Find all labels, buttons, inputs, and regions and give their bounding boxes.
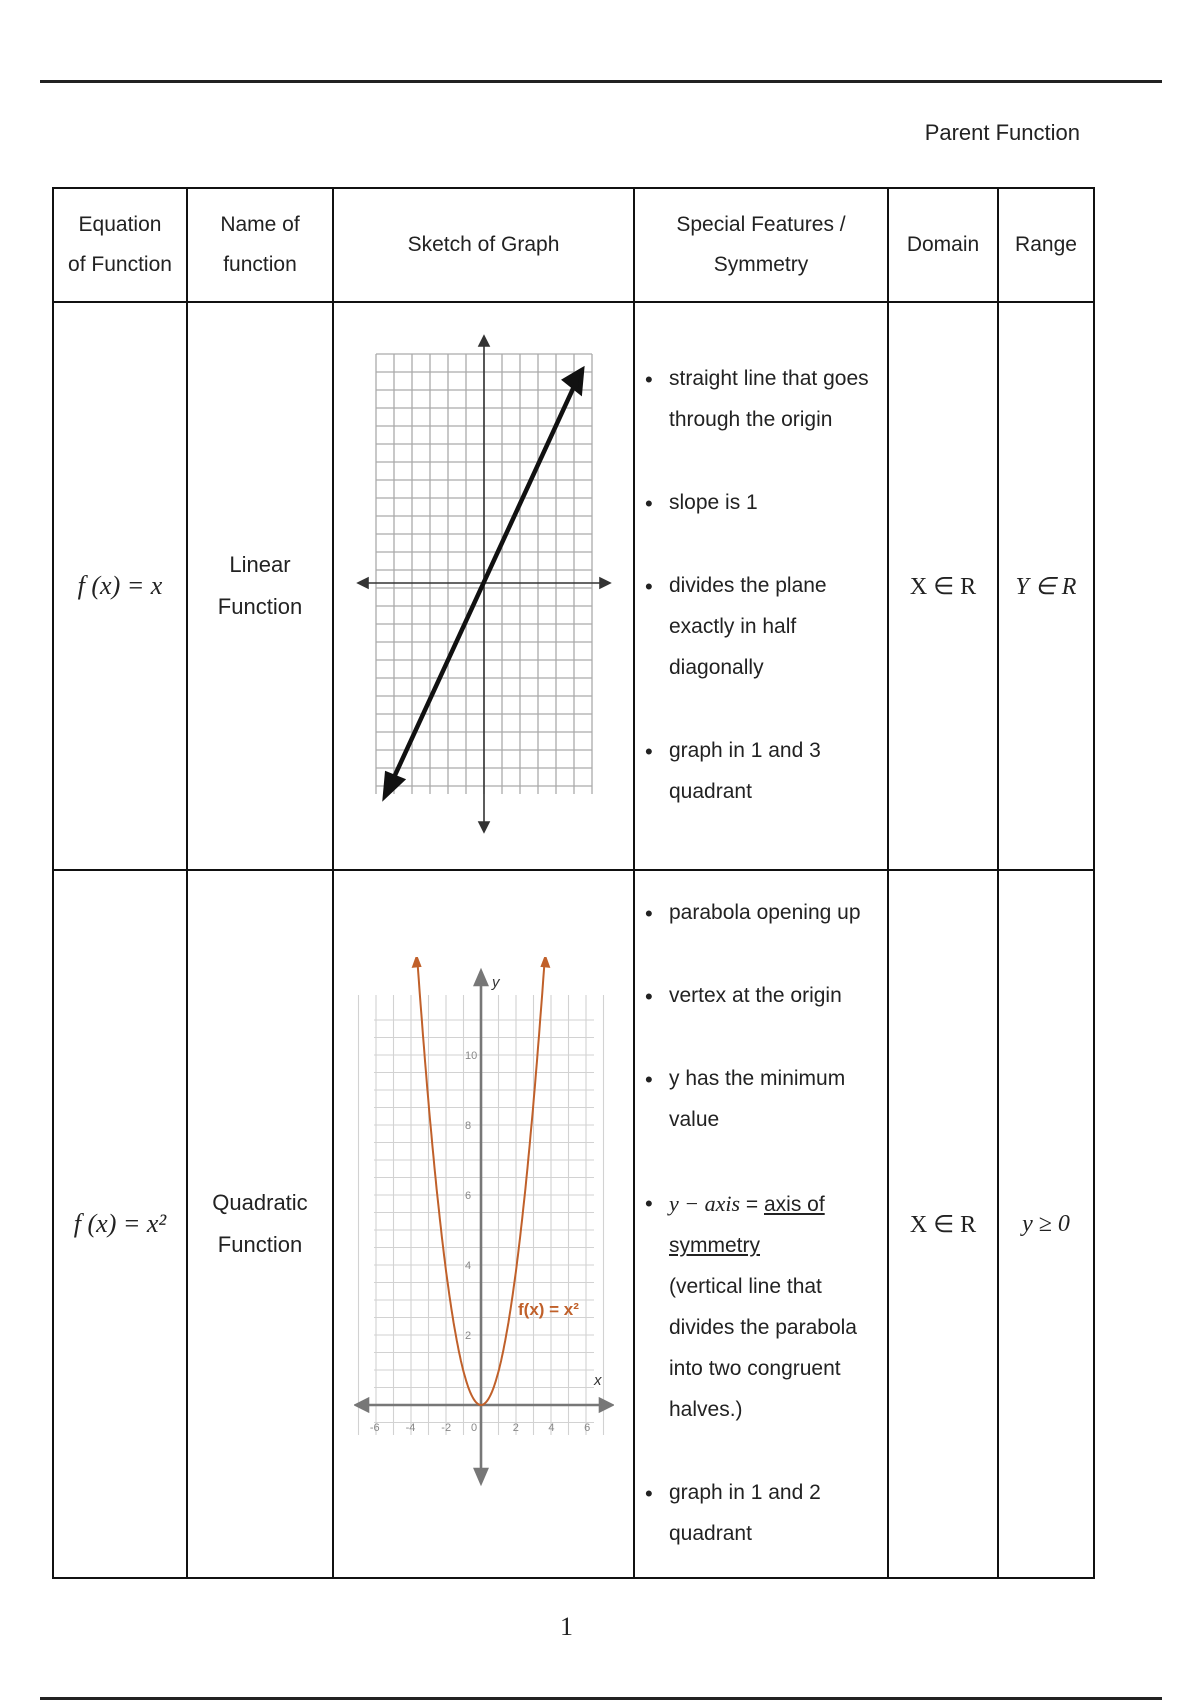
table-row-linear [53,302,1094,870]
x-axis-arrow-left [356,1399,368,1411]
page-heading: Parent Function [924,120,1080,145]
curve-arrow-right [540,957,550,968]
table-row-quadratic [53,870,1094,1578]
function-name-line: Function [217,594,303,619]
table-header-row [53,188,1094,302]
domain-cell: X ∈ R [888,870,998,1578]
x-tick-label: -4 [405,1421,415,1434]
function-name-line: Linear [229,552,291,578]
function-name-line: Function [217,1232,303,1257]
x-axis-label: x [593,1371,601,1389]
x-axis-arrow-left [358,578,368,588]
parent-function-table [52,187,1095,1579]
x-tick-label: 4 [547,1421,555,1434]
function-name-cell [187,870,333,1578]
x-tick-label: -2 [440,1421,451,1434]
y-tick-label: 2 [464,1329,471,1342]
x-tick-label: 6 [583,1421,590,1434]
y-tick-label: 8 [464,1119,471,1132]
feature-item: • parabola opening up [643,893,881,934]
header-name: Name of function [187,188,333,302]
equation-cell: f (x) = x [53,302,187,870]
function-name-cell [187,302,333,870]
x-axis-arrow-right [600,578,610,588]
features-list [635,359,887,813]
y-tick-label: 10 [464,1049,477,1062]
quadratic-graph [354,957,614,1487]
header-features: Special Features / Symmetry [634,188,888,302]
header-sketch: Sketch of Graph [333,188,634,302]
sketch-cell [333,302,634,870]
curve-arrow-left [411,957,421,968]
feature-item: • vertex at the origin [643,976,881,1017]
x-tick-label: -6 [369,1421,380,1434]
range-cell: y ≥ 0 [998,870,1094,1578]
feature-item: • straight line that goes through the origin [643,359,881,441]
page-number: 1 [560,1612,573,1641]
feature-item: • y has the minimum value [643,1059,881,1141]
y-axis-arrow-up [479,336,489,346]
line-arrow-up [565,370,582,392]
function-name-line: Quadratic [212,1190,308,1216]
header-domain: Domain [888,188,998,302]
y-tick-label: 6 [464,1189,471,1202]
function-label: f(x) = x² [517,1299,579,1319]
feature-item: • graph in 1 and 3 quadrant [643,731,881,813]
y-axis-arrow-up [475,971,487,985]
feature-item: • divides the plane exactly in half diagonally [643,566,881,689]
axis-of-symmetry-term: axis of symmetry [669,1193,825,1258]
feature-item: • graph in 1 and 2 quadrant [643,1473,881,1555]
header-equation: Equation of Function [53,188,187,302]
symmetry-explanation: (vertical line that divides the parabola into two congruent halves.) [669,1275,857,1421]
equation-cell: f (x) = x² [53,870,187,1578]
domain-cell: X ∈ R [888,302,998,870]
feature-item-symmetry [643,1183,881,1431]
top-rule [40,80,1162,83]
y-axis-label: y [491,973,499,991]
y-tick-label: 4 [464,1259,471,1272]
sketch-cell [333,870,634,1578]
features-cell [634,302,888,870]
y-axis-term: y − axis [669,1191,741,1217]
features-cell [634,870,888,1578]
range-cell: Y ∈ R [998,302,1094,870]
x-tick-label: 0 [470,1421,477,1434]
equals-sign: = [740,1193,764,1217]
header-range: Range [998,188,1094,302]
x-tick-label: 2 [512,1421,519,1434]
features-list [635,893,887,1554]
linear-graph [354,334,614,834]
y-axis-arrow-down [479,822,489,832]
feature-item: • slope is 1 [643,483,881,524]
x-axis-arrow-right [600,1399,612,1411]
y-axis-arrow-down [475,1469,487,1483]
